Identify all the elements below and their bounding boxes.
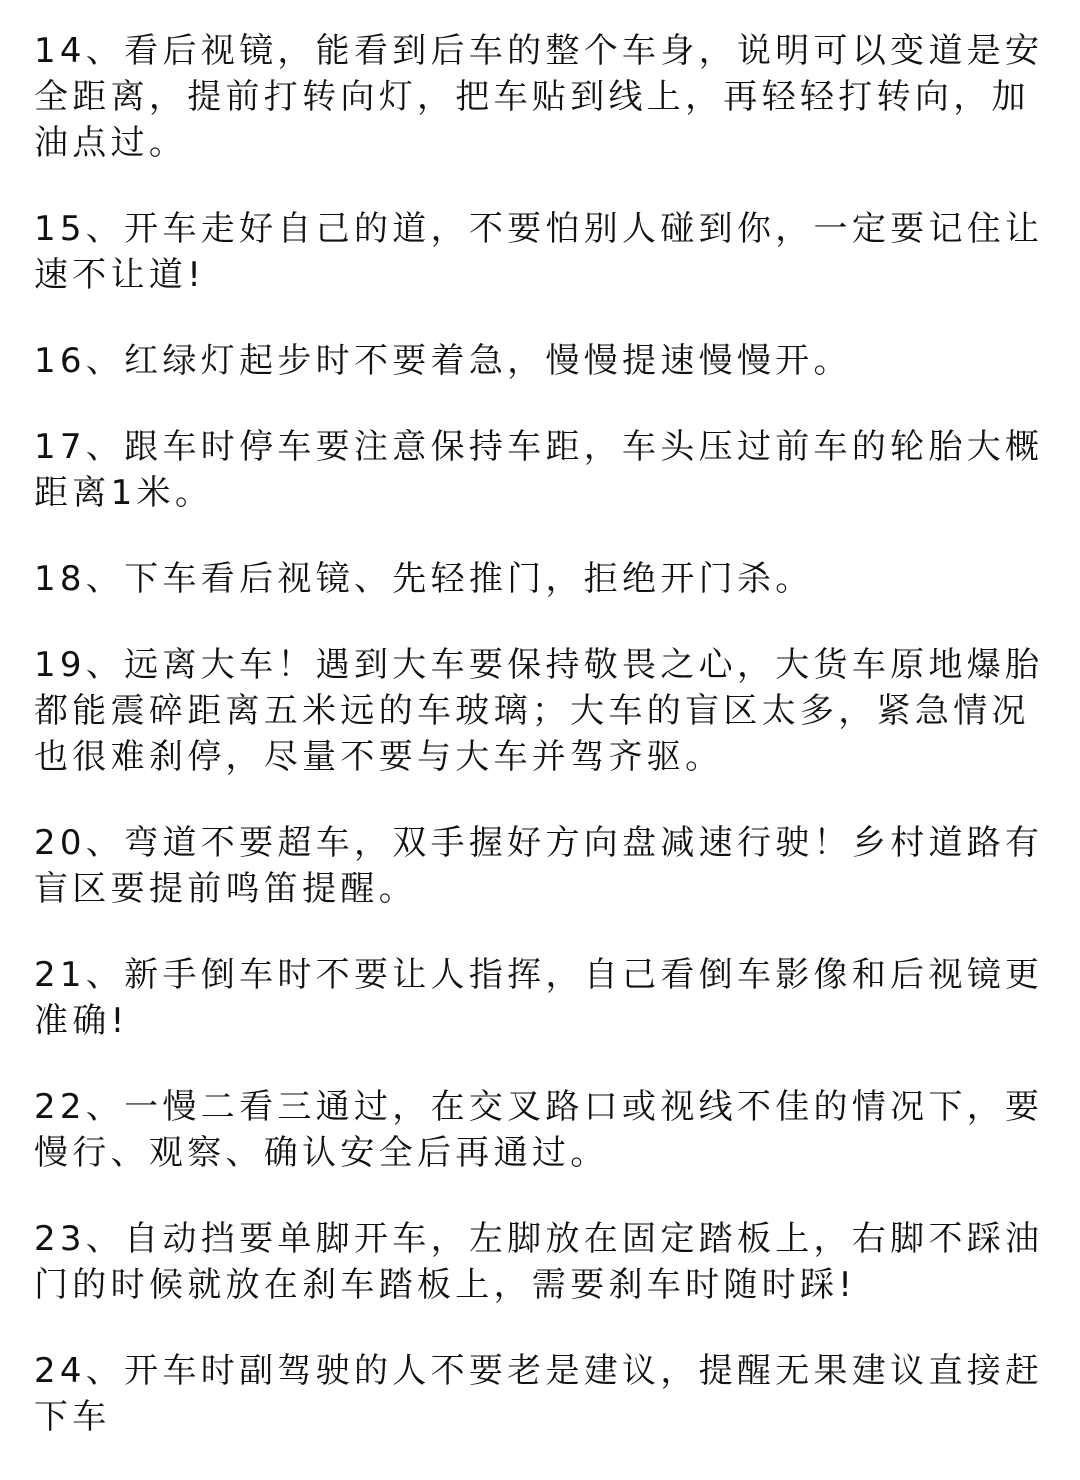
tip-22: 22、一慢二看三通过，在交叉路口或视线不佳的情况下，要慢行、观察、确认安全后再通过。 [34,1087,1044,1173]
tip-14: 14、看后视镜，能看到后车的整个车身，说明可以变道是安全距离，提前打转向灯，把车贴到线上，再轻轻打转向，加油点过。 [34,31,1044,163]
tip-20: 20、弯道不要超车，双手握好方向盘减速行驶！乡村道路有盲区要提前鸣笛提醒。 [34,823,1044,909]
tip-21: 21、新手倒车时不要让人指挥，自己看倒车影像和后视镜更准确! [34,955,1044,1041]
tip-19: 19、远离大车！遇到大车要保持敬畏之心，大货车原地爆胎都能震碎距离五米远的车玻璃；大车的盲区太多，紧急情况也很难刹停，尽量不要与大车并驾齐驱。 [34,645,1044,777]
tip-15: 15、开车走好自己的道，不要怕别人碰到你，一定要记住让速不让道! [34,209,1044,295]
driving-tips-list [34,28,1054,1480]
tip-24: 24、开车时副驾驶的人不要老是建议，提醒无果建议直接赶下车 [34,1351,1044,1437]
tip-17: 17、跟车时停车要注意保持车距，车头压过前车的轮胎大概距离1米。 [34,427,1044,513]
tip-16: 16、红绿灯起步时不要着急，慢慢提速慢慢开。 [34,341,852,381]
tip-23: 23、自动挡要单脚开车，左脚放在固定踏板上，右脚不踩油门的时候就放在刹车踏板上，需要刹车时随时踩! [34,1219,1044,1305]
tip-18: 18、下车看后视镜、先轻推门，拒绝开门杀。 [34,559,814,599]
